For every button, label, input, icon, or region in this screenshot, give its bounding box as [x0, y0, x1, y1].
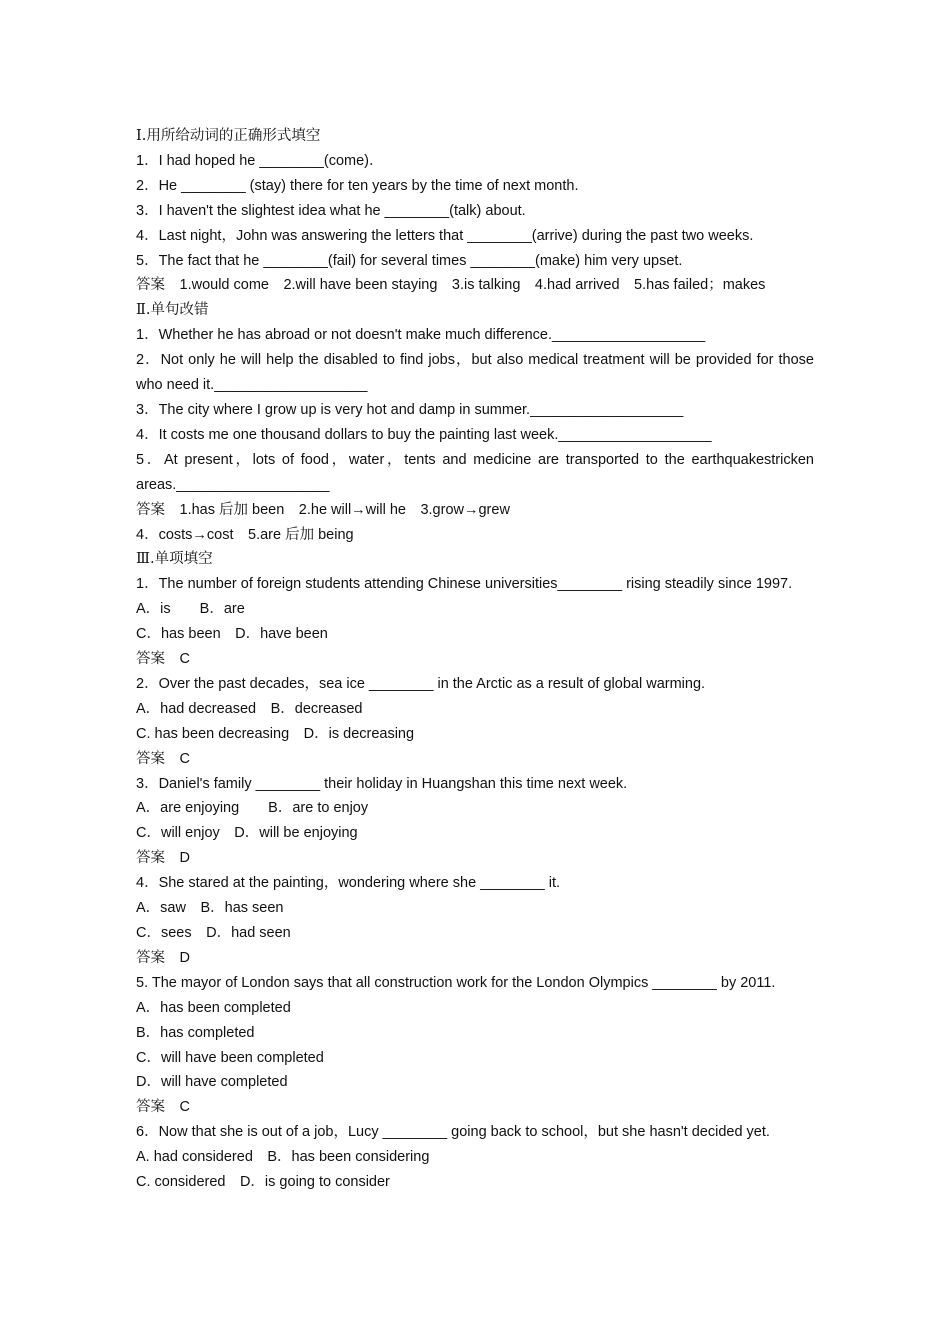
q1-stem: 1．The number of foreign students attending Chinese universities________ rising steadily since 1997. — [136, 576, 793, 593]
q2-options-cd: C. has been decreasing D．is decreasing — [136, 725, 415, 742]
q5-option-a: A．has been completed — [136, 999, 291, 1016]
q3-answer: 答案 D — [136, 850, 190, 867]
section-2-item-2: 2．Not only he will help the disabled to find jobs，but also medical treatment will be provided for those who need it.___________________ — [136, 352, 814, 394]
q1-answer: 答案 C — [136, 651, 190, 668]
section-1-item-2: 2．He ________ (stay) there for ten years by the time of next month. — [136, 177, 579, 194]
section-1-answer: 答案 1.would come 2.will have been staying 3.is talking 4.had arrived 5.has failed；makes — [136, 277, 766, 294]
q1-options-ab: A．is B．are — [136, 601, 245, 618]
section-2-item-5: 5．At present，lots of food，water，tents and medicine are transported to the earthquakestricken areas.___________________ — [136, 451, 814, 493]
q4-answer: 答案 D — [136, 949, 190, 966]
section-2-answer-line-1: 答案 1.has 后加 been 2.he will→will he 3.grow→grew — [136, 501, 510, 518]
section-1-heading: Ⅰ.用所给动词的正确形式填空 — [136, 128, 321, 144]
section-2-heading: Ⅱ.单句改错 — [136, 302, 209, 319]
document-page — [136, 124, 814, 1195]
q4-stem: 4．She stared at the painting，wondering where she ________ it. — [136, 875, 561, 892]
q4-options-cd: C．sees D．had seen — [136, 925, 291, 941]
q5-stem: 5. The mayor of London says that all construction work for the London Olympics ________ by 2011. — [136, 974, 776, 991]
q4-options-ab: A．saw B．has seen — [136, 900, 284, 917]
section-3-heading: Ⅲ.单项填空 — [136, 551, 213, 568]
q2-answer: 答案 C — [136, 750, 190, 767]
q6-options-cd: C. considered D．is going to consider — [136, 1174, 390, 1191]
section-1-item-1: 1．I had hoped he ________(come)． — [136, 152, 384, 169]
q1-options-cd: C．has been D．have been — [136, 626, 328, 643]
q6-stem: 6．Now that she is out of a job，Lucy ________ going back to school，but she hasn't decided yet. — [136, 1124, 770, 1141]
q5-option-b: B．has completed — [136, 1024, 255, 1041]
q5-answer: 答案 C — [136, 1099, 190, 1116]
section-2-item-1: 1．Whether he has abroad or not doesn't make much difference.___________________ — [136, 327, 706, 344]
section-2-item-3: 3．The city where I grow up is very hot and damp in summer.___________________ — [136, 401, 684, 418]
q3-stem: 3．Daniel's family ________ their holiday in Huangshan this time next week. — [136, 775, 628, 792]
q3-options-cd: C．will enjoy D．will be enjoying — [136, 825, 358, 842]
q2-stem: 2．Over the past decades，sea ice ________ in the Arctic as a result of global warming. — [136, 675, 706, 692]
section-2-item-4: 4．It costs me one thousand dollars to buy the painting last week.___________________ — [136, 426, 712, 443]
section-2-answer-line-2: 4．costs→cost 5.are 后加 being — [136, 526, 354, 543]
section-1-item-4: 4．Last night，John was answering the letters that ________(arrive) during the past two weeks. — [136, 227, 754, 244]
section-1-item-5: 5．The fact that he ________(fail) for several times ________(make) him very upset. — [136, 252, 683, 269]
q5-option-d: D．will have completed — [136, 1074, 288, 1091]
q6-options-ab: A. had considered B．has been considering — [136, 1149, 430, 1166]
q5-option-c: C．will have been completed — [136, 1049, 324, 1066]
q2-options-ab: A．had decreased B．decreased — [136, 700, 363, 717]
q3-options-ab: A．are enjoying B．are to enjoy — [136, 800, 369, 817]
section-1-item-3: 3．I haven't the slightest idea what he ________(talk) about. — [136, 202, 526, 219]
